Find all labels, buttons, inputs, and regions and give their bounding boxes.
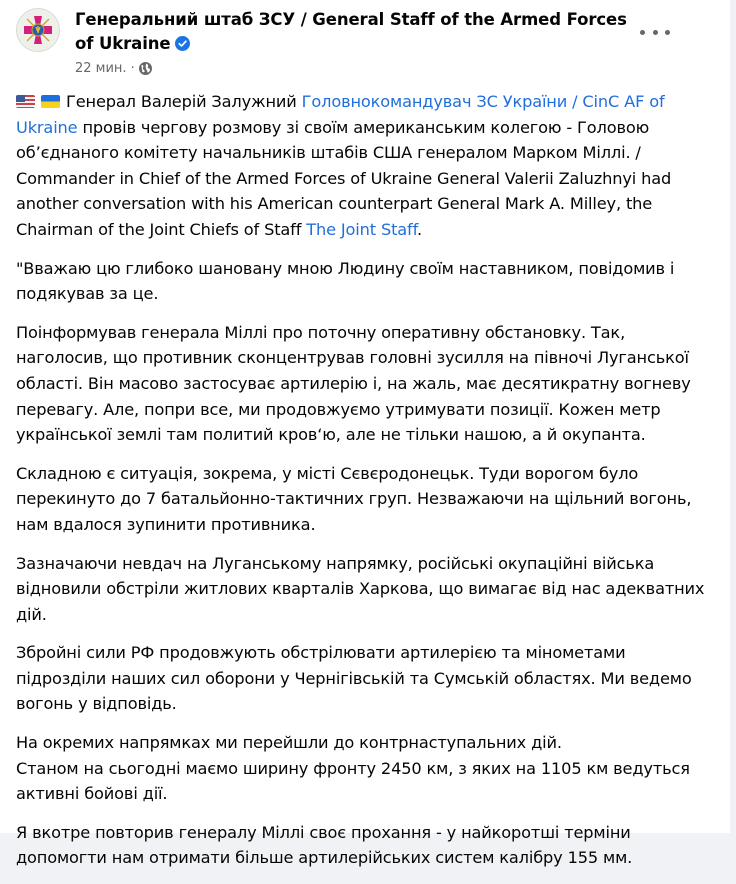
paragraph-text: Генерал Валерій Залужний — [66, 92, 302, 111]
paragraph-text: . — [416, 219, 422, 239]
more-options-button[interactable] — [640, 24, 670, 40]
post-header — [0, 0, 730, 86]
flag-ua-icon — [41, 95, 60, 108]
more-dot-icon — [653, 30, 658, 35]
globe-icon[interactable] — [139, 62, 152, 75]
more-dot-icon — [640, 30, 645, 35]
more-dot-icon — [665, 30, 670, 35]
post-paragraph-6: Збройні сили РФ продовжують обстрілювати артилерією та мінометами підрозділи наших сил оборони у Чернігівській та Сумській областях. Ми ведемо вогонь у відповідь. — [16, 643, 692, 714]
mention-link-cinc[interactable]: Головнокомандувач ЗС України / CinC AF of Ukraine — [16, 92, 665, 137]
post-paragraph-3: Поінформував генерала Міллі про поточну оперативну обстановку. Так, наголосив, що противник сконцентрував головні зусилля на півночі Луганської області. Він масово застосуває артилерію і, на жаль, має десятикратну вогневу перевагу. Але, попри все, ми продовжуємо утримувати позиції. Кожен метр української землі там политий кров‘ю, але не тільки нашою, а й окупанта. — [16, 322, 691, 445]
meta-separator: · — [130, 61, 135, 76]
post-paragraph-7 — [16, 730, 720, 807]
post-paragraph-8: Я вкотре повторив генералу Міллі своє прохання - у найкоротші терміни допомогти нам отримати більше артилерійських систем калібру 155 мм. — [16, 822, 633, 868]
post-author-title — [75, 8, 635, 56]
post-paragraph-5: Зазначаючи невдач на Луганському напрямку, російські окупаційні війська відновили обстріли житлових кварталів Харкова, що вимагає від нас адекватних дій. — [16, 553, 705, 624]
post-paragraph-1 — [16, 89, 720, 243]
paragraph-line: На окремих напрямках ми перейшли до контрнаступальних дій. — [16, 733, 562, 753]
paragraph-text: провів чергову розмову зі своїм американським колегою - Головою об’єднаного комітету начальників штабів США генералом Марком Міллі. / Commander in Chief of the Armed Forces of Ukraine General Valerii Zaluzhnyi had another conversation with his American counterpart General Mark A. Milley, the Chairman of the Joint Chiefs of Staff — [16, 117, 672, 239]
post-paragraph-2: "Вважаю цю глибоко шановану мною Людину своїм наставником, повідомив і подякував за це. — [16, 258, 675, 304]
post-paragraph-4: Складною є ситуація, зокрема, у місті Сєвєродонецьк. Туди ворогом було перекинуто до 7 батальйонно-тактичних груп. Незважаючи на щільний вогонь, нам вдалося зупинити противника. — [16, 463, 692, 534]
post-timestamp[interactable]: 22 мин. — [75, 61, 127, 76]
mention-link-joint-staff[interactable]: The Joint Staff — [306, 219, 417, 239]
flag-us-icon — [16, 95, 35, 108]
verified-badge-icon — [175, 36, 190, 51]
paragraph-line: Станом на сьогодні маємо ширину фронту 2450 км, з яких на 1105 км ведуться активні бойові дії. — [16, 758, 690, 804]
page-avatar[interactable] — [16, 8, 60, 52]
author-link[interactable]: Генеральний штаб ЗСУ / General Staff of the Armed Forces of Ukraine — [75, 10, 627, 53]
post-meta — [75, 61, 152, 76]
post-body — [16, 89, 720, 884]
armed-forces-emblem-icon — [21, 13, 55, 47]
